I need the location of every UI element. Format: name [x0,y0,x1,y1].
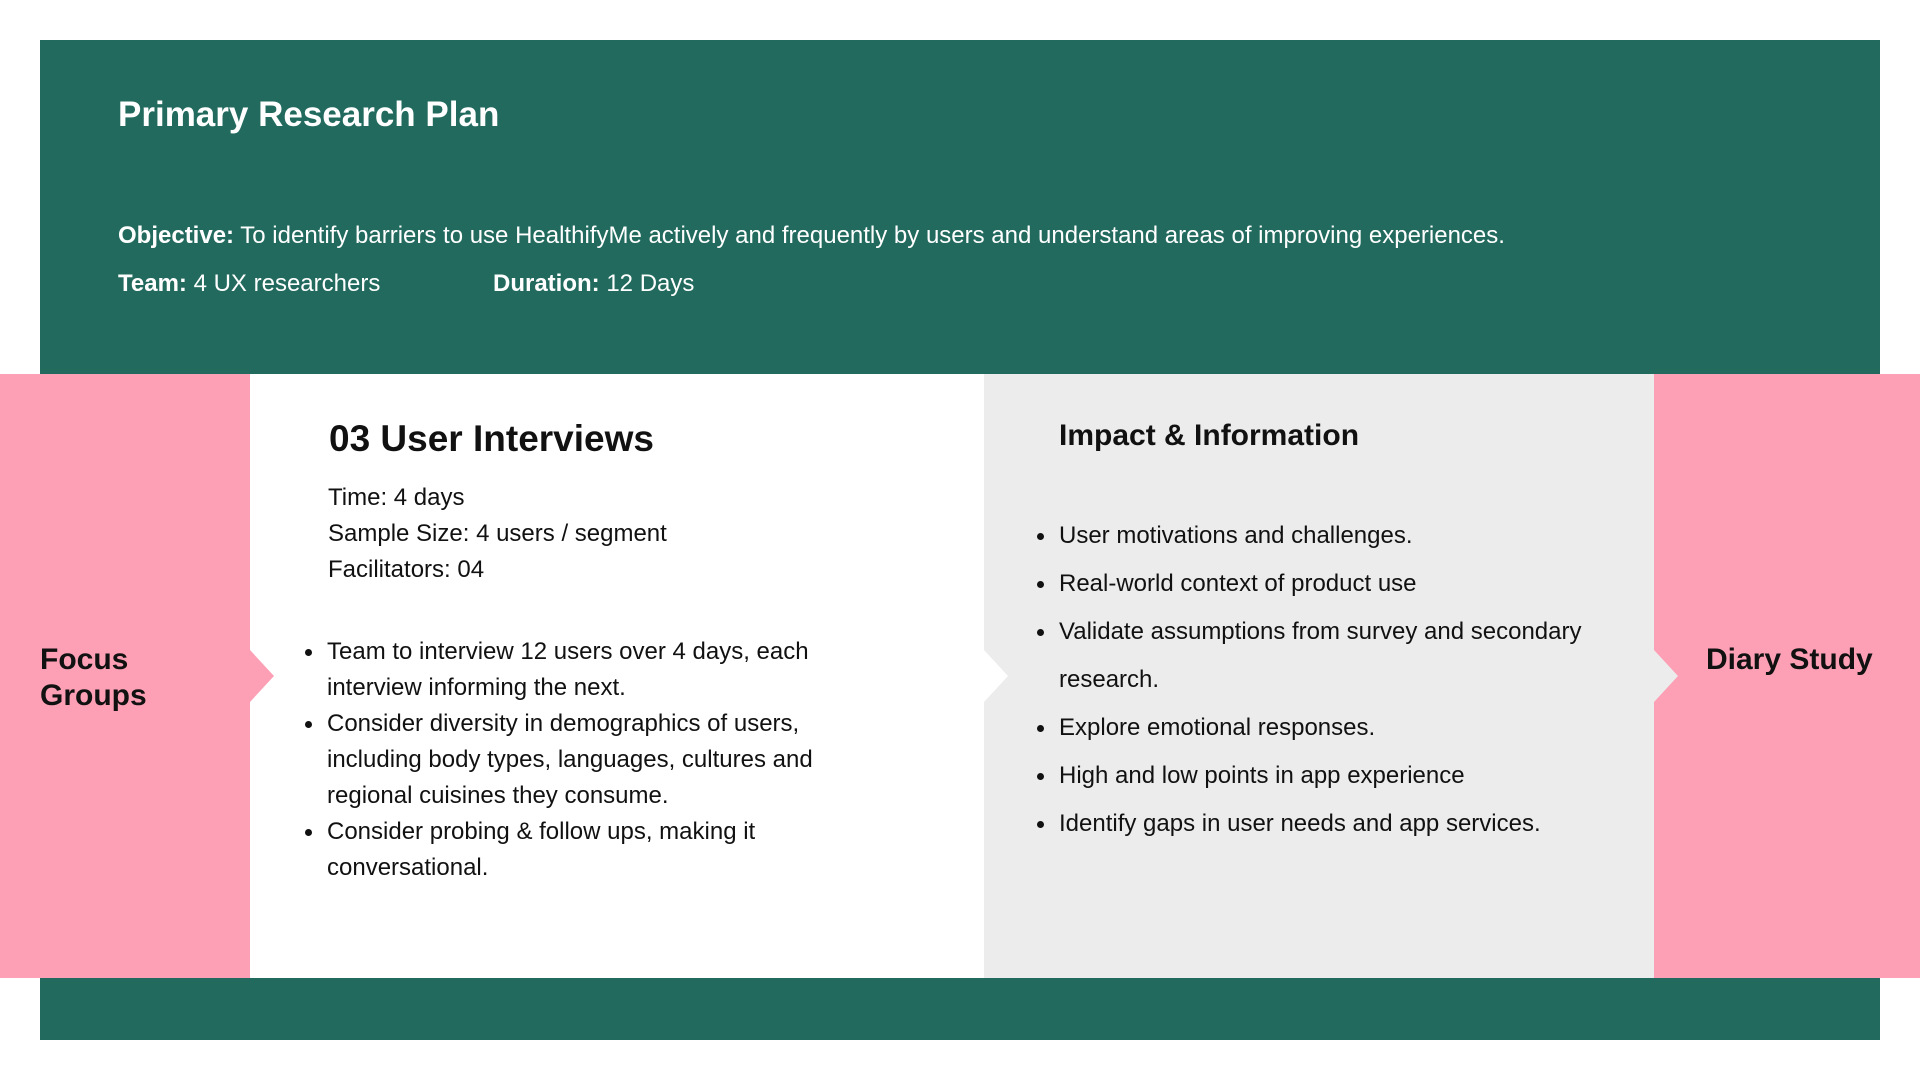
list-item: Consider probing & follow ups, making it conversational. [327,814,887,886]
interviews-title: 03 User Interviews [329,418,654,459]
meta-time: Time: 4 days [328,484,465,511]
team-label: Team: [118,270,187,297]
header-panel [40,40,1880,374]
list-item: High and low points in app experience [1059,752,1619,800]
interviews-meta [328,480,667,588]
research-flow-band [0,374,1920,978]
next-step-label: Diary Study [1706,643,1873,676]
duration-value: 12 Days [606,270,695,297]
flow-arrow-icon [1654,650,1678,702]
list-item: Validate assumptions from survey and secondary research. [1059,608,1619,704]
list-item: Team to interview 12 users over 4 days, each interview informing the next. [327,634,887,706]
objective-line [118,220,1505,252]
previous-step-label: Focus Groups [40,643,147,712]
impact-title: Impact & Information [1059,419,1360,452]
page-title: Primary Research Plan [118,95,500,134]
list-item: Explore emotional responses. [1059,704,1619,752]
footer-panel [40,978,1880,1040]
list-item: User motivations and challenges. [1059,512,1619,560]
duration-line [493,268,694,300]
team-line [118,268,380,300]
list-item: Consider diversity in demographics of users, including body types, languages, cultures and regional cuisines they consume. [327,706,887,814]
interviews-bullet-list [327,634,887,886]
objective-text: To identify barriers to use HealthifyMe actively and frequently by users and understand areas of improving experiences. [240,222,1505,249]
meta-sample-size: Sample Size: 4 users / segment [328,520,667,547]
objective-label: Objective: [118,222,235,249]
meta-facilitators: Facilitators: 04 [328,556,485,583]
impact-bullet-list [1059,512,1619,848]
flow-arrow-icon [250,650,274,702]
team-value: 4 UX researchers [193,270,381,297]
list-item: Identify gaps in user needs and app services. [1059,800,1619,848]
duration-label: Duration: [493,270,600,297]
list-item: Real-world context of product use [1059,560,1619,608]
flow-arrow-icon [984,650,1008,702]
